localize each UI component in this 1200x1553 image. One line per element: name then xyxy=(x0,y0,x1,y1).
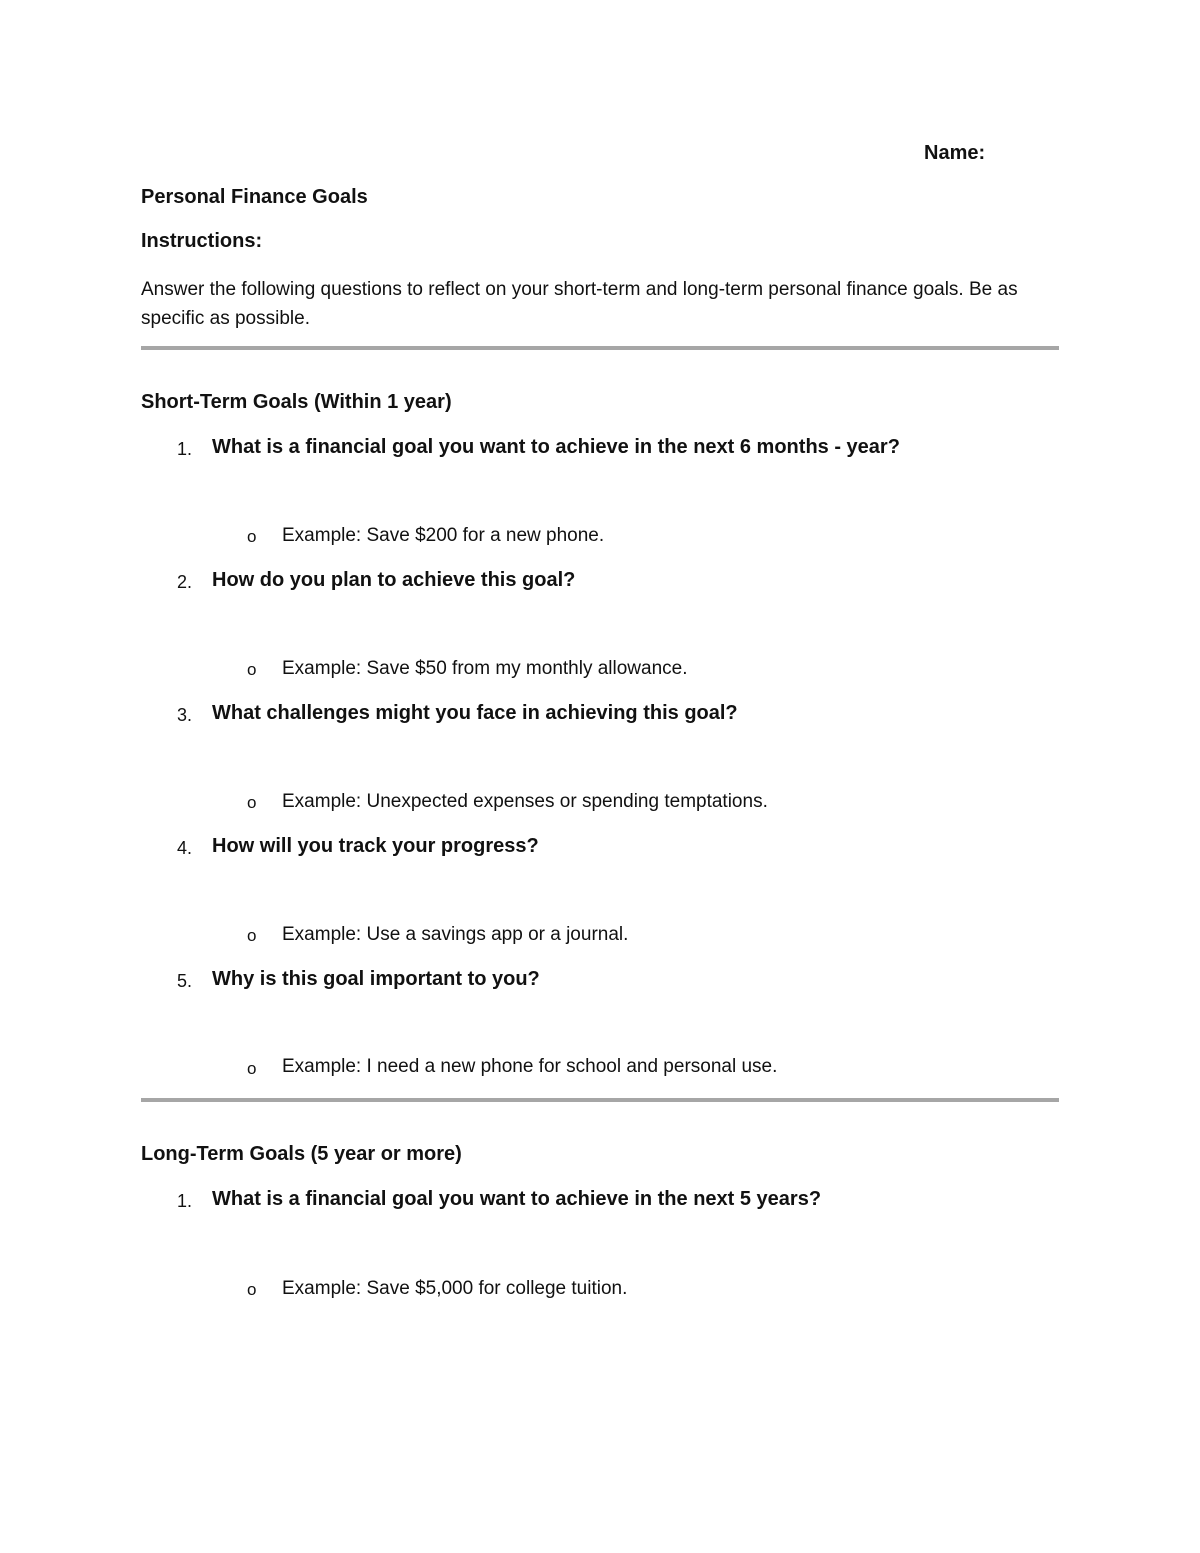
example-text: Example: I need a new phone for school and personal use. xyxy=(282,1056,778,1077)
question-number: 4. xyxy=(176,838,192,858)
bullet-marker: o xyxy=(247,1280,257,1299)
example-text: Example: Unexpected expenses or spending temptations. xyxy=(282,791,768,812)
example-text: Example: Save $50 from my monthly allowance. xyxy=(282,658,688,679)
instructions-heading: Instructions: xyxy=(141,230,263,252)
question-number: 1. xyxy=(176,1191,192,1211)
section-divider xyxy=(141,346,1059,350)
document-title: Personal Finance Goals xyxy=(141,186,368,208)
example-text: Example: Use a savings app or a journal. xyxy=(282,924,629,945)
question-text: Why is this goal important to you? xyxy=(212,968,540,990)
question-text: How will you track your progress? xyxy=(212,835,539,857)
question-text: What challenges might you face in achieving this goal? xyxy=(212,702,738,724)
bullet-marker: o xyxy=(247,527,257,546)
section-divider xyxy=(141,1098,1059,1102)
short-term-heading: Short-Term Goals (Within 1 year) xyxy=(141,391,452,413)
question-text: What is a financial goal you want to achieve in the next 6 months - year? xyxy=(212,436,900,458)
question-number: 2. xyxy=(176,572,192,592)
example-text: Example: Save $5,000 for college tuition. xyxy=(282,1278,628,1299)
question-text: How do you plan to achieve this goal? xyxy=(212,569,576,591)
question-text: What is a financial goal you want to achieve in the next 5 years? xyxy=(212,1188,822,1210)
bullet-marker: o xyxy=(247,660,257,679)
long-term-heading: Long-Term Goals (5 year or more) xyxy=(141,1143,462,1165)
question-number: 3. xyxy=(176,705,192,725)
bullet-marker: o xyxy=(247,1059,257,1078)
question-number: 5. xyxy=(176,971,192,991)
example-text: Example: Save $200 for a new phone. xyxy=(282,525,605,546)
bullet-marker: o xyxy=(247,793,257,812)
name-label: Name: xyxy=(924,142,986,164)
bullet-marker: o xyxy=(247,926,257,945)
instructions-text: Answer the following questions to reflect on your short-term and long-term personal finance goals. Be as specific as possible. xyxy=(141,279,1018,329)
question-number: 1. xyxy=(176,439,192,459)
